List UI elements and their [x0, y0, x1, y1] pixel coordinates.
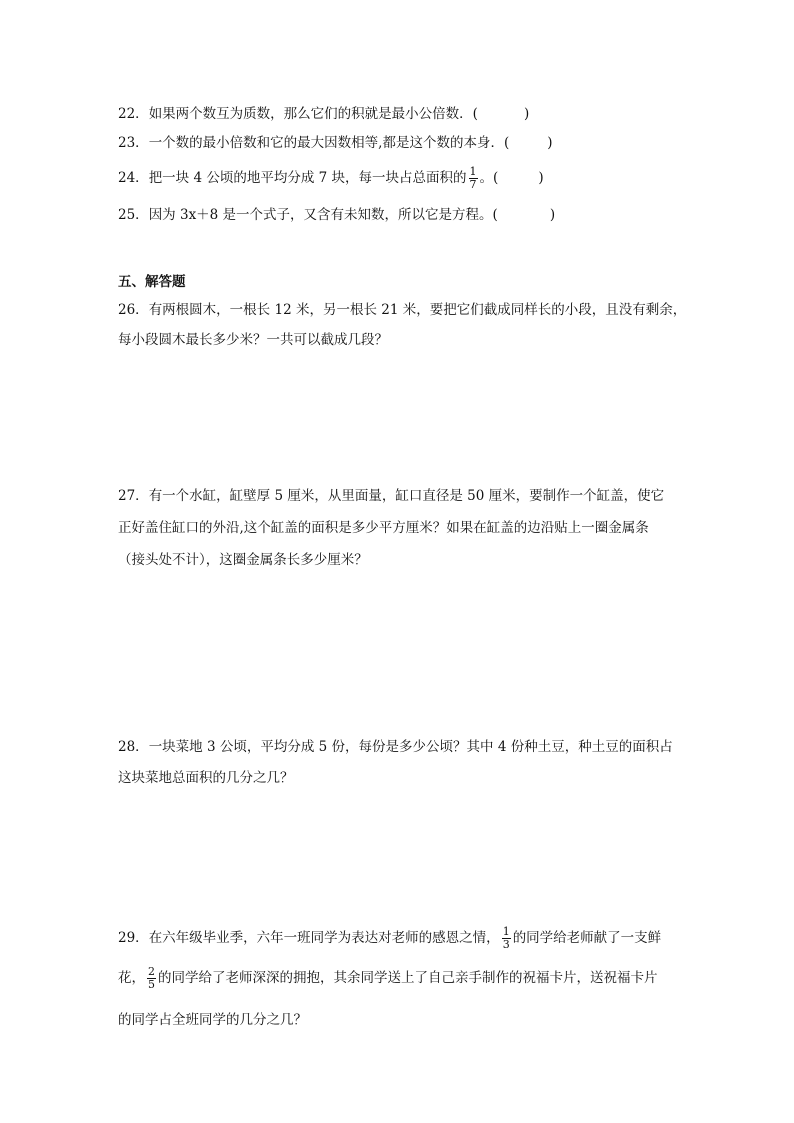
question-26-line1: 26．有两根圆木，一根长 12 米，另一根长 21 米，要把它们截成同样长的小段，且没有剩余，: [118, 302, 687, 318]
question-text: 一个数的最小倍数和它的最大因数相等,都是这个数的本身．(: [148, 135, 510, 151]
question-text: 如果两个数互为质数，那么它们的积就是最小公倍数．(: [148, 106, 478, 122]
fraction-two-fifths: $\frac{2}{5}$: [148, 965, 155, 991]
fraction-one-third: $\frac{1}{3}$: [502, 925, 510, 951]
question-23: [118, 133, 553, 153]
question-number: 27．: [118, 488, 149, 504]
question-number: 29．: [118, 930, 149, 946]
question-27-line2: 正好盖住缸口的外沿,这个缸盖的面积是多少平方厘米？如果在缸盖的边沿贴上一圈金属条: [118, 520, 649, 536]
question-27-line3: （接头处不计），这圈金属条长多少厘米？: [118, 552, 368, 568]
question-28-line1: 28．一块菜地 3 公顷，平均分成 5 份，每份是多少公顷？其中 4 份种土豆，种土豆的面积占: [118, 739, 673, 755]
question-number: 23．: [118, 135, 149, 151]
question-text-tail: 。(: [479, 170, 499, 186]
answer-bracket-close: ): [538, 170, 544, 186]
question-29-line3: 的同学占全班同学的几分之几？: [118, 1012, 307, 1028]
question-text: 因为 3x＋8 是一个式子，又含有未知数，所以它是方程。(: [148, 207, 498, 223]
question-26-line2: 每小段圆木最长多少米？一共可以截成几段？: [118, 332, 388, 348]
question-text: 把一块 4 公顷的地平均分成 7 块，每一块占总面积的: [148, 170, 467, 186]
answer-bracket-close: ): [549, 207, 556, 223]
answer-bracket-close: ): [547, 135, 553, 151]
question-number: 28．: [118, 739, 149, 755]
question-25: [118, 205, 555, 225]
question-28-line2: 这块菜地总面积的几分之几？: [118, 770, 294, 786]
question-22: [118, 104, 529, 124]
question-27-line1: 27．有一个水缸，缸壁厚 5 厘米，从里面量，缸口直径是 50 厘米，要制作一个缸盖，使它: [118, 488, 665, 504]
question-number: 26．: [118, 302, 149, 318]
question-number: 25．: [118, 207, 149, 223]
question-number: 24．: [118, 170, 149, 186]
question-24: [118, 166, 544, 191]
question-number: 22．: [118, 106, 149, 122]
question-29-line1: 29．在六年级毕业季，六年一班同学为表达对老师的感恩之情， $\frac{1}{3}$ 的同学给老师献了一支鲜: [118, 925, 662, 951]
question-29-line2: 花， $\frac{2}{5}$ 的同学给了老师深深的拥抱，其余同学送上了自己亲手制作的祝福卡片，送祝福卡片: [118, 965, 658, 991]
fraction-one-seventh: $\frac{1}{7}$: [469, 165, 477, 191]
answer-bracket-close: ): [523, 106, 530, 122]
section-title: 五、解答题: [118, 274, 186, 290]
